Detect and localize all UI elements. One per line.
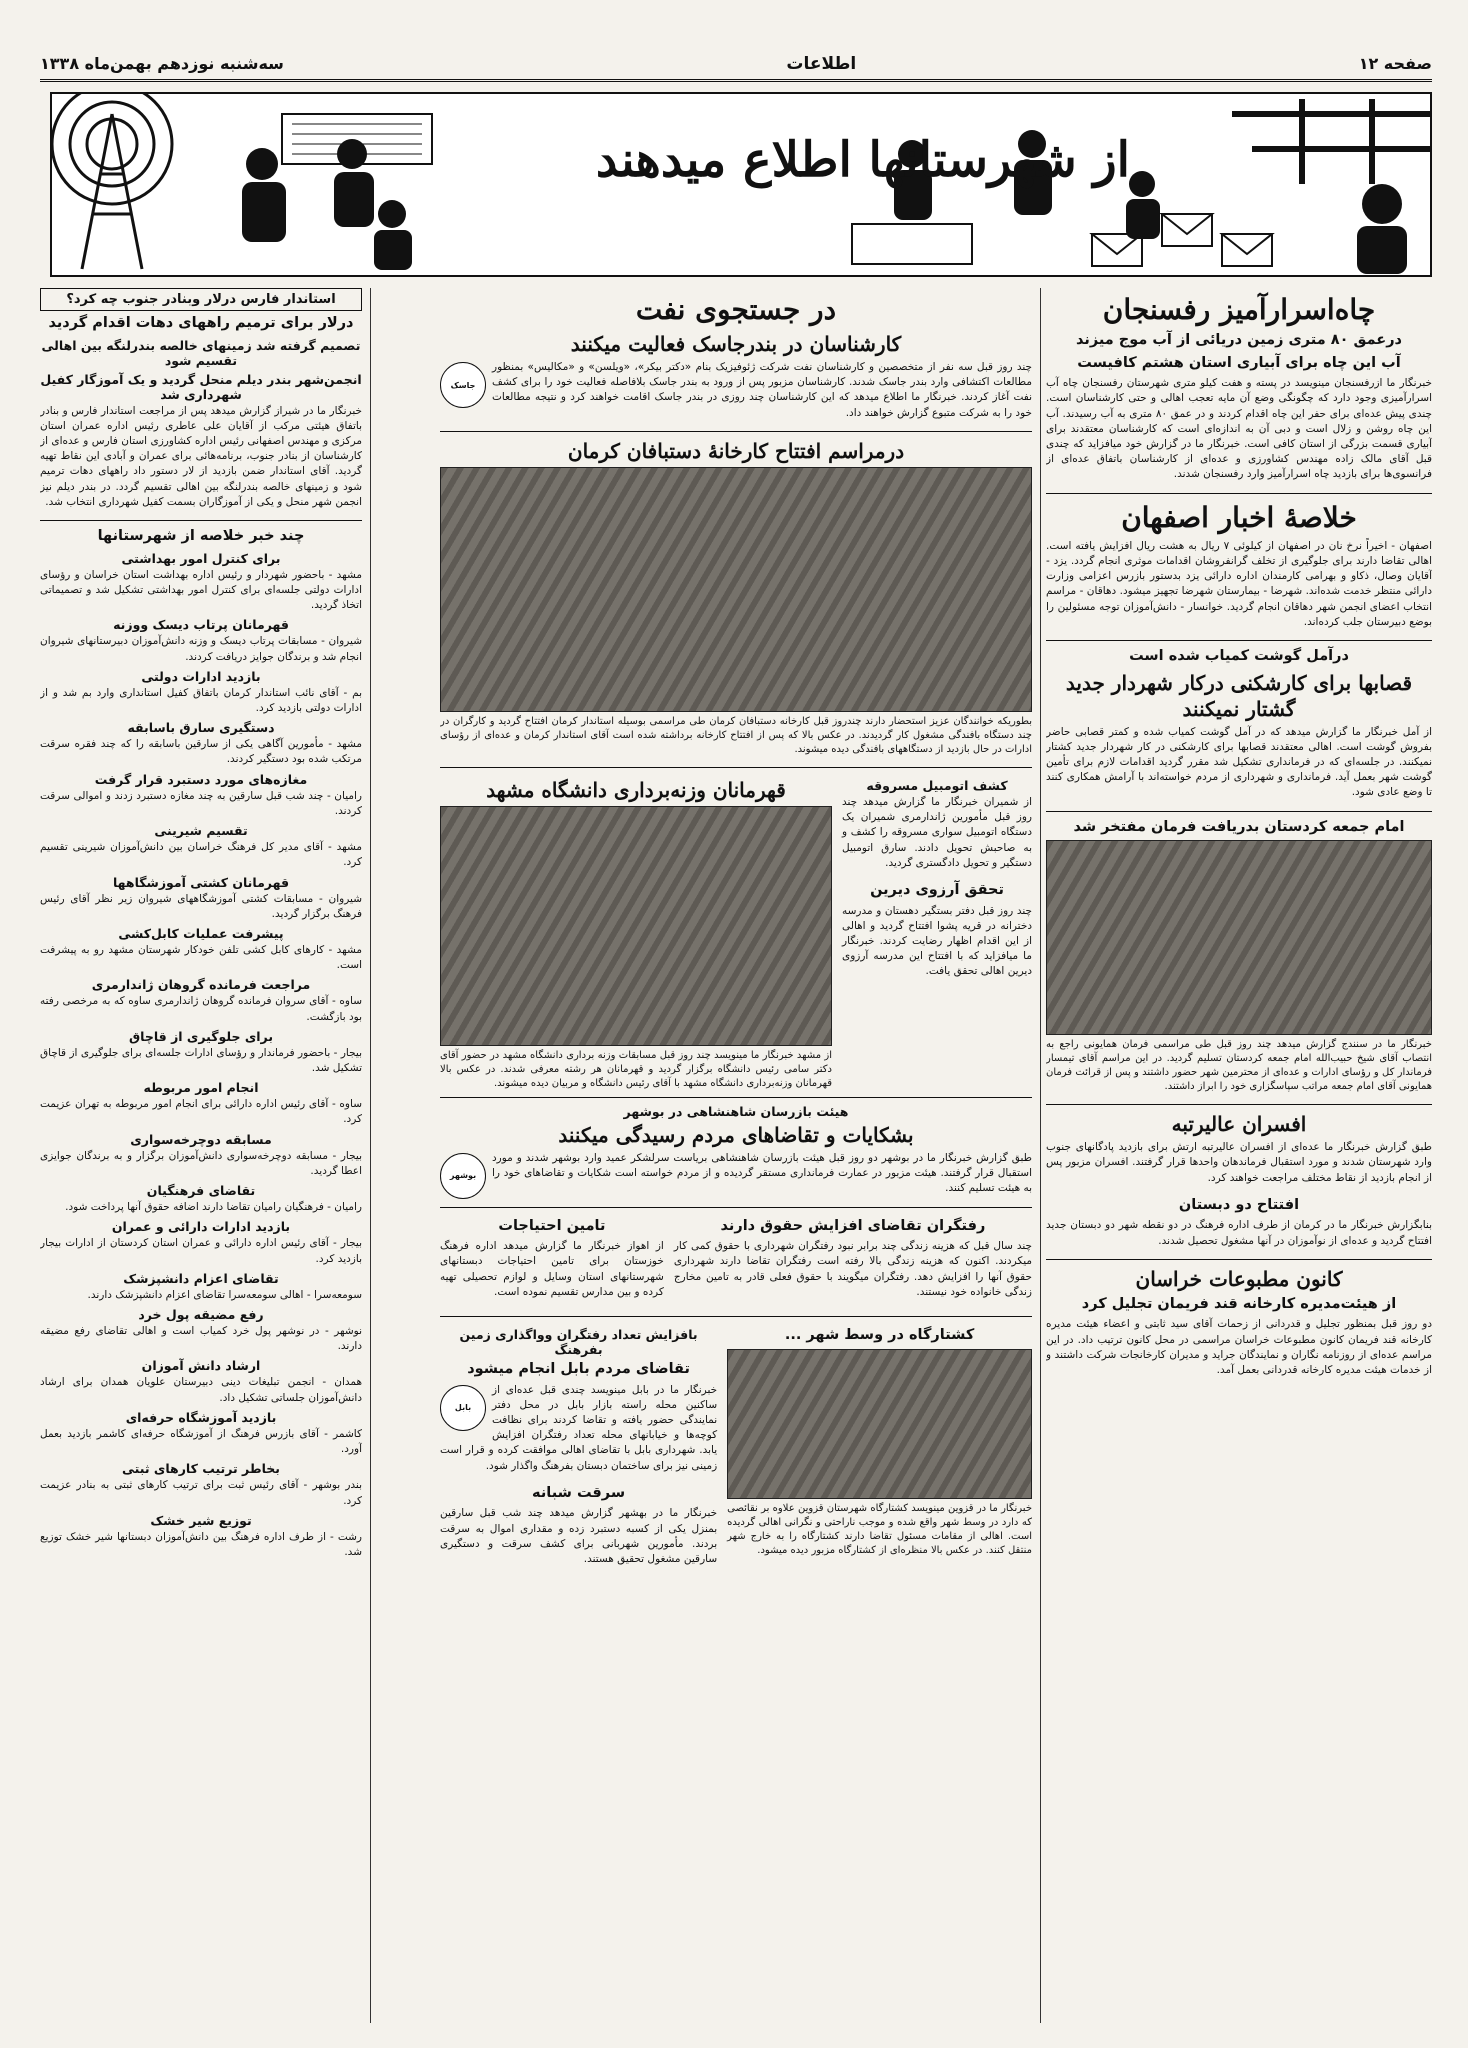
list-item — [40, 977, 362, 1024]
item-body: نوشهر - در نوشهر پول خرد کمیاب است و اهالی تقاضای رفع مضیقه دارند. — [40, 1325, 362, 1353]
headline: رفتگران تقاضای افزایش حقوق دارند — [720, 1217, 986, 1234]
column-left — [40, 288, 362, 2023]
roundup-title: چند خبر خلاصه از شهرستانها — [97, 528, 305, 545]
box-title: استاندار فارس درلار وبنادر جنوب چه کرد؟ — [40, 288, 362, 311]
item-title: مغازه‌های مورد دستبرد قرار گرفت — [94, 771, 308, 787]
item-title: مسابقه دوچرخه‌سواری — [130, 1131, 272, 1147]
headline: درلار برای ترمیم راههای دهات اقدام گردید — [48, 315, 354, 331]
story-body: دو روز قبل بمنظور تجلیل و قدردانی از زحمات آقای سید ثابتی و اعضاء هیئت مدیره کارخانه قند فریمان کانون مطبوعات خراسان مراسمی در محل کانون ترتیب داد. در این مراسم عده‌ای از روزنامه نگاران و نمایندگان جراید و مدیران کارخانجات شرکت داشتند و از خدمات هیئت مدیره کارخانه قدردانی بعمل آمد. — [1046, 1318, 1432, 1377]
list-item — [40, 1080, 362, 1127]
story-body: خبرنگار ما در شیراز گزارش میدهد پس از مراجعت استاندار فارس و بنادر باتفاق هیئتی مرکب از آقایان علی عاطری رئیس اداره عمران استان مرکزی و مهندس اصفهانی رئیس اداره کشاورزی استان فارس و عده‌ای از کارشناسان از بنادر جنوب، برنامه‌هائی برای عمران و آبادی این نقاط تهیه گردید. آقای استاندار ضمن بازدید از لار دستور داد راههای دهات ترمیم شود و زمینهای خالصه بندرلنگه بین اهالی تقسیم گردد. در بندر دیلم نیز انجمن شهر منحل و یکی از آموزگاران بسمت کفیل شهرداری انتخاب شد. — [40, 404, 362, 508]
photo-caption: خبرنگار ما در سنندج گزارش میدهد چند روز قبل طی مراسمی فرمان همایونی راجع به انتصاب آقای شیخ حبیب‌الله امام جمعه کردستان تسلیم گردید. در این مراسم آقای تیمسار فرماندار کل و رؤسای ادارات و عده‌ای از محترمین شهر حضور داشتند و پس از قرائت فرمان همایونی آقای امام جمعه مراتب سپاسگزاری خود را ابراز داشتند. — [1046, 1039, 1432, 1093]
list-item — [40, 1132, 362, 1179]
subheadline: درعمق ۸۰ متری زمین دریائی از آب موج میزند — [1076, 332, 1402, 348]
issue-date: سه‌شنبه نوزدهم بهمن‌ماه ۱۳۳۸ — [40, 54, 284, 73]
list-item — [40, 720, 362, 767]
item-body: بیجار - آقای رئیس اداره دارائی و عمران استان کردستان از ادارات بیجار بازدید کرد. — [40, 1237, 362, 1265]
banner-title: از شهرستانها اطلاع میدهند — [595, 132, 1130, 188]
headline: در جستجوی نفت — [635, 293, 837, 326]
list-item — [40, 1219, 362, 1266]
item-body: بم - آقای نائب استاندار کرمان باتفاق کفیل استانداری وارد بم شد و از ادارات دولتی بازدید کرد. — [40, 686, 362, 714]
bushehr-stamp-icon: بوشهر — [440, 1153, 486, 1199]
story-body: اصفهان - اخیراً نرخ نان در اصفهان از کیلوئی ۷ ریال به هشت ریال افزایش یافته است. اهالی تقاضا دارند برای جلوگیری از تخلف گرانفروشان اقدامات موثری انجام گردد. یزد - آقایان وصال، ذکاو و بهرامی کارمندان اداره دارائی یزد بدستور بازرس اعزامی وزارت دارائی منتظر خدمت شده‌اند. شهرضا - بیمارستان شهرضا تجهیز میشود. دهاقان - مراسم انتخاب اعضای انجمن شهر دهاقان انجام گردید. خوانسار - دانش‌آموزان توجه مسئولین را بوضع دبیرستان جلب کرده‌اند. — [1046, 539, 1432, 628]
story-body: چند روز قبل دفتر بستگیر دهستان و مدرسه دخترانه در قریه پشوا افتتاح گردید و اهالی از این اقدام اظهار رضایت کردند. خبرنگار ما میافزاید که با افتتاح این مدرسه آرزوی دیرین اهالی تحقق یافت. — [842, 904, 1032, 978]
headline: کشف اتومبیل مسروقه — [866, 777, 1008, 793]
headline: قهرمانان وزنه‌برداری دانشگاه مشهد — [486, 777, 786, 802]
story-bushehr-inspectors — [440, 1104, 1032, 1197]
list-item — [40, 1271, 362, 1303]
story-body: از شمیران خبرنگار ما گزارش میدهد چند روز قبل مأمورین ژاندارمری شمیران یک دستگاه اتومبیل سواری مسروقه را کشف و به صاحبش تحویل دادند. سارق اتومبیل دستگیر و تحویل دادگستری گردید. — [842, 795, 1032, 869]
row-workers — [440, 1214, 1032, 1310]
item-body: بیجار - باحضور فرماندار و رؤسای ادارات جلسه‌ای برای جلوگیری از قاچاق تشکیل شد. — [40, 1046, 362, 1075]
item-title: توزیع شیر خشک — [150, 1512, 252, 1528]
photo-caption: خبرنگار ما در قزوین مینویسد کشتارگاه شهرستان قزوین علاوه بر نقائصی که دارد در وسط شهر واقع شده و موجب ناراحتی و نگرانی اهالی گردیده است. اهالی از مقامات مسئول تقاضا دارند کشتارگاه را به خارج شهر منتقل کنند. در عکس بالا منظره‌ای از کشتارگاه مزبور دیده میشود. — [727, 1502, 1032, 1556]
subheadline: انجمن‌شهر بندر دیلم منحل گردید و یک آموزگار کفیل شهرداری شد — [40, 371, 362, 402]
story-amol-meat — [1046, 647, 1432, 801]
item-title: تقاضای فرهنگیان — [146, 1183, 256, 1199]
list-item — [40, 926, 362, 973]
story-body: بنابگزارش خبرنگار ما در کرمان از طرف اداره فرهنگ در دو نقطه شهر دو دبستان جدید افتتاح گردید و عده‌ای از نوآموزان در آنها مشغول تحصیل شدند. — [1046, 1219, 1432, 1247]
list-item — [40, 875, 362, 922]
story-kurdistan-imam — [1046, 818, 1432, 1095]
list-item — [40, 1307, 362, 1354]
story-fars-governor — [40, 314, 362, 510]
item-body: رشت - از طرف اداره فرهنگ بین دانش‌آموزان دبستانها شیر خشک توزیع شد. — [40, 1530, 362, 1558]
row-weightlifting — [440, 774, 1032, 1091]
item-title: برای جلوگیری از قاچاق — [128, 1028, 274, 1044]
list-item — [40, 1461, 362, 1508]
kicker: بافزایش تعداد رفتگران وواگذاری زمین بفرهنگ — [459, 1326, 698, 1357]
list-item — [40, 823, 362, 870]
subheadline: آب این چاه برای آبیاری استان هشتم کافیست — [1077, 354, 1401, 371]
photo-weightlifters — [440, 806, 832, 1046]
headline: قصابها برای کارشکنی درکار شهردار جدید گشتار نمیکنند — [1065, 670, 1413, 721]
item-title: دستگیری سارق باسابقه — [127, 720, 275, 736]
item-title: تقاضای اعزام دانشپزشک — [123, 1270, 279, 1286]
list-item — [40, 669, 362, 716]
story-body: از اهواز خبرنگار ما گزارش میدهد اداره فرهنگ خوزستان برای تامین احتیاجات دبستانهای شهرستانهای استان وسایل و لوازم تحصیلی تهیه کرده و بین مدارس تقسیم نموده است. — [440, 1240, 664, 1298]
story-night-theft — [440, 1484, 717, 1567]
babol-emblem-icon: بابل — [440, 1385, 486, 1431]
list-item — [40, 1410, 362, 1457]
item-title: مراجعت فرمانده گروهان ژاندارمری — [91, 977, 311, 993]
column-divider — [1040, 288, 1041, 2023]
list-item — [40, 617, 362, 664]
story-slaughterhouse — [727, 1323, 1032, 1567]
story-body: خبرنگار ما ازرفسنجان مینویسد در پسته و هفت کیلو متری شهرستان رفسنجان چاه آب اسرارآمیزی وجود دارد که چگونگی وضع آن مایه تعجب اهالی و حتی کارشناسان است. چندی پیش عده‌ای برای حفر این چاه اقدام کردند و در عمق ۸۰ متری به آب رسیدند. آب این چاه روشن و زلال است و دبی آن به اندازه‌ای است که کارشناسان معتقدند برای آبیاری قسمت بزرگی از استان کافی است. خبرنگار ما در گزارش خود میافزاید که چندی قبل آقای مالک زاده مهندس کشاورزی و عده‌ای از کارشناسان باتفاق عده‌ای از فرانسوی‌ها برای بازدید چاه اسرارآمیز وارد رفسنجان شدند. — [1046, 377, 1432, 481]
item-body: بندر بوشهر - آقای رئیس ثبت برای ترتیب کارهای ثبتی به بنادر عزیمت کرد. — [40, 1479, 362, 1507]
side-stories — [440, 1323, 717, 1577]
list-item — [40, 772, 362, 819]
item-title: بخاطر ترتیب کارهای ثبتی — [121, 1461, 281, 1477]
item-body: شیروان - مسابقات کشتی آموزشگاههای شیروان زیر نظر آقای رئیس فرهنگ برگزار گردید. — [40, 892, 362, 920]
kicker: درآمل گوشت کمیاب شده است — [1129, 647, 1349, 664]
story-body: چند سال قبل که هزینه زندگی چند برابر نبود رفتگران شهرداری با حقوق کمی کار میکردند. اکنون که هزینه زندگی بالا رفته است رفتگران تقاضا دارند شهرداری حقوق آنها را افزایش دهد. رفتگران میگویند با حقوق فعلی قادر به تامین مخارج زندگی خانواده خود نیستند. — [673, 1240, 1032, 1298]
item-body: ساوه - آقای سروان فرمانده گروهان ژاندارمری ساوه که به مرخصی رفته بود بازگشت. — [40, 995, 362, 1023]
item-body: مشهد - باحضور شهردار و رئیس اداره بهداشت استان خراسان و رؤسای ادارات دولتی جلسه‌ای برای کنترل امور بهداشتی تشکیل شد و تصمیماتی اتخاذ گردید. — [40, 568, 362, 612]
photo-caption: از مشهد خبرنگار ما مینویسد چند روز قبل مسابقات وزنه برداری دانشگاه مشهد در حضور آقای دکتر سامی رئیس دانشگاه برگزار گردید و قهرمانان هر رشته معرفی شدند. در عکس بالا قهرمانان وزنه‌برداری دانشگاه مشهد با آقای رئیس دانشگاه و مربیان دیده میشوند. — [440, 1049, 832, 1089]
item-title: قهرمانان پرتاب دیسک ووزنه — [113, 617, 289, 633]
side-stories — [842, 774, 1032, 1091]
list-item — [40, 1358, 362, 1405]
photo-ceremony — [1046, 840, 1432, 1035]
story-isfahan-digest — [1046, 500, 1432, 630]
masthead — [40, 48, 1432, 82]
item-body: مشهد - آقای مدیر کل فرهنگ خراسان بین دانش‌آموزان شیرینی تقسیم کرد. — [40, 841, 362, 869]
roundup-list — [40, 551, 362, 1561]
item-body: کاشمر - آقای بازرس فرهنگ از آموزشگاه حرفه‌ای کاشمر بازدید بعمل آورد. — [40, 1427, 362, 1456]
paper-name: اطلاعات — [786, 53, 857, 74]
headline: کانون مطبوعات خراسان — [1135, 1266, 1343, 1291]
headline: سرقت شبانه — [532, 1484, 626, 1501]
story-body: چند روز قبل سه نفر از متخصصین و کارشناسان نفت شرکت ژئوفیزیک بنام «دکتر بیکر»، «ویلسن» و «مکالیس» بمنظور مطالعات اکتشافی وارد بندر جاسک شدند. کارشناسان مزبور پس از ورود به بندر جاسک بلافاصله فعالیت خود را برای کشف نفت آغاز کردند. خبرنگار ما اطلاع میدهد که این کارشناسان چند روزی در بندر جاسک اقامت خواهند کرد و نتیجه مطالعات خود را به شرکت متبوع گزارش خواهند داد. — [492, 361, 1032, 419]
jask-emblem-icon: جاسک — [440, 362, 486, 408]
item-title: تقسیم شیرینی — [154, 823, 248, 839]
story-weightlifting — [440, 774, 832, 1091]
story-two-schools — [1046, 1196, 1432, 1249]
story-body: از آمل خبرنگار ما گزارش میدهد که در آمل گوشت کمیاب شده و کمتر قصابی حاضر بفروش گوشت است. اهالی معتقدند قصابها برای کارشکنی در کار شهردار جدید کشتار نمیکنند. در جلسه‌ای که در فرمانداری تشکیل شد مقرر گردید اقدامات لازم برای تأمین گوشت شهر بعمل آید. فرمانداری و شهرداری از مردم خواسته‌اند با آرامش همکاری کنند تا وضع عادی شود. — [1046, 725, 1432, 799]
story-body: طبق گزارش خبرنگار ما عده‌ای از افسران عالیرتبه ارتش برای بازدید پادگانهای جنوب وارد شهرستان شدند و مورد استقبال فرماندهان واحدها قرار گرفتند. افسران مزبور پس از انجام بازدید از نقاط مختلف مراجعت خواهند کرد. — [1046, 1141, 1432, 1184]
headline: بشکایات و تقاضاهای مردم رسیدگی میکنند — [558, 1122, 914, 1147]
photo-slaughterhouse — [727, 1349, 1032, 1499]
story-sweepers — [674, 1214, 1032, 1300]
story-body: طبق گزارش خبرنگار ما در بوشهر دو روز قبل هیئت بازرسان شاهنشاهی بریاست سرلشکر عمید وارد بوشهر شدند و مورد استقبال قرار گرفتند. هیئت مزبور در عمارت فرمانداری مستقر گردیده و از مردم خواسته است شکایات و تقاضاهای خود را به هیئت تسلیم کنند. — [492, 1151, 1032, 1195]
subheadline: از هیئت‌مدیره کارخانه قند فریمان تجلیل کرد — [1081, 1295, 1397, 1312]
item-title: انجام امور مربوطه — [143, 1080, 259, 1096]
story-old-wish — [842, 881, 1032, 980]
story-rafsanjan-well — [1046, 292, 1432, 483]
story-khorasan-press — [1046, 1266, 1432, 1378]
column-right — [1046, 288, 1432, 2023]
item-body: رامیان - فرهنگیان رامیان تقاضا دارند اضافه حقوق آنها پرداخت شود. — [65, 1201, 362, 1214]
item-title: بازدید آموزشگاه حرفه‌ای — [125, 1409, 277, 1425]
item-body: شیروان - مسابقات پرتاب دیسک و وزنه دانش‌آموزان دبیرستانهای شیروان انجام شد و برندگان جوایز دریافت کردند. — [40, 635, 362, 663]
item-title: رفع مضیقه پول خرد — [138, 1307, 264, 1322]
story-senior-officers — [1046, 1111, 1432, 1186]
story-stolen-car — [842, 778, 1032, 871]
story-babol — [440, 1327, 717, 1474]
item-body: بیجار - مسابقه دوچرخه‌سواری دانش‌آموزان برگزار و به برندگان جوایزی اعطا گردید. — [40, 1149, 362, 1177]
item-title: پیشرفت عملیات کابل‌کشی — [118, 925, 284, 941]
item-body: سومعه‌سرا - اهالی سومعه‌سرا تقاضای اعزام دانشپزشک دارند. — [87, 1288, 362, 1301]
list-item — [40, 1513, 362, 1560]
list-item — [40, 551, 362, 614]
headline: افتتاح دو دبستان — [1178, 1196, 1300, 1213]
item-title: برای کنترل امور بهداشتی — [121, 550, 281, 566]
photo-factory — [440, 467, 1032, 712]
kicker: هیئت بازرسان شاهنشاهی در بوشهر — [623, 1103, 849, 1119]
list-item — [40, 1183, 362, 1215]
page-label: صفحه ۱۲ — [1358, 54, 1432, 73]
item-title: بازدید ادارات دولتی — [141, 668, 261, 684]
subheadline: تصمیم گرفته شد زمینهای خالصه بندرلنگه بین اهالی تقسیم شود — [41, 337, 361, 368]
item-body: همدان - انجمن تبلیغات دینی دبیرستان علویان همدان برای ارشاد دانش‌آموزان جلساتی تشکیل داد. — [40, 1376, 362, 1404]
newspaper-page — [40, 48, 1432, 2023]
item-body: رامیان - چند شب قبل سارقین به چند مغازه دستبرد زدند و اموالی سرقت کردند. — [40, 789, 362, 817]
item-body: ساوه - آقای رئیس اداره دارائی برای انجام امور مربوطه به تهران عزیمت کرد. — [40, 1098, 362, 1126]
headline: تقاضای مردم بابل انجام میشود — [467, 1360, 690, 1377]
item-title: ارشاد دانش آموزان — [141, 1358, 261, 1374]
headline: درمراسم افتتاح کارخانهٔ دستبافان کرمان — [567, 438, 905, 463]
photo-caption: بطوریکه خوانندگان عزیز استحضار دارند چندروز قبل کارخانه دستبافان کرمان طی مراسمی بوسیله استاندار کرمان افتتاح گردید و کارگران در چند دستگاه بافندگی مشغول کار گردیدند. در عکس بالا که پس از افتتاح کارخانه برداشته شده است آقای استاندار کرمان و عده‌ای از رؤسای ادارات در حال بازدید از دستگاههای بافندگی دیده میشوند. — [440, 715, 1032, 755]
subheadline: کارشناسان در بندرجاسک فعالیت میکنند — [570, 332, 902, 356]
item-title: بازدید ادارات دارائی و عمران — [111, 1219, 291, 1235]
headline: کشتارگاه در وسط شهر ... — [784, 1326, 975, 1343]
section-banner — [50, 92, 1432, 277]
story-supplies — [440, 1214, 664, 1300]
headline: چاه‌اسرارآمیز رفسنجان — [1102, 293, 1376, 326]
headline: خلاصهٔ اخبار اصفهان — [1121, 500, 1357, 534]
headline: امام جمعه کردستان بدریافت فرمان مفتخر شد — [1073, 818, 1405, 835]
item-body: مشهد - کارهای کابل کشی تلفن خودکار شهرستان مشهد رو به پیشرفت است. — [40, 943, 362, 972]
row-babol — [440, 1323, 1032, 1577]
item-body: مشهد - مأمورین آگاهی یکی از سارقین باسابقه را که چند فقره سرقت مرتکب شده بود دستگیر کردند. — [40, 738, 362, 766]
story-body: خبرنگار ما در بهشهر گزارش میدهد چند شب قبل سارقین بمنزل یکی از کسبه دستبرد زده و مقداری اموال به سرقت بردند. مأمورین شهربانی برای کشف سرقت و دستگیری سارقین مشغول تحقیق هستند. — [440, 1507, 718, 1566]
column-middle — [440, 288, 1032, 2023]
headline: تحقق آرزوی دیرین — [870, 881, 1004, 898]
list-item — [40, 1029, 362, 1076]
headline: افسران عالیرتبه — [1171, 1112, 1307, 1137]
story-body: خبرنگار ما در بابل مینویسد چندی قبل عده‌ای از ساکنین محله راسته بازار بابل در محل دفتر نمایندگی حضور یافته و تقاضا کردند برای نظافت کوچه‌ها و خیابانهای محله تعداد رفتگران افزایش یابد. شهرداری بابل با تقاضای اهالی موافقت کرده و قرار است زمینی نیز برای ساختمان دبستان بفرهنگ واگذار شود. — [440, 1383, 718, 1472]
headline: تامین احتیاجات — [498, 1217, 606, 1234]
column-divider — [370, 288, 371, 2023]
item-title: قهرمانان کشتی آموزشگاهها — [112, 874, 290, 890]
story-kerman-factory — [440, 438, 1032, 757]
story-jask-oil — [440, 292, 1032, 421]
